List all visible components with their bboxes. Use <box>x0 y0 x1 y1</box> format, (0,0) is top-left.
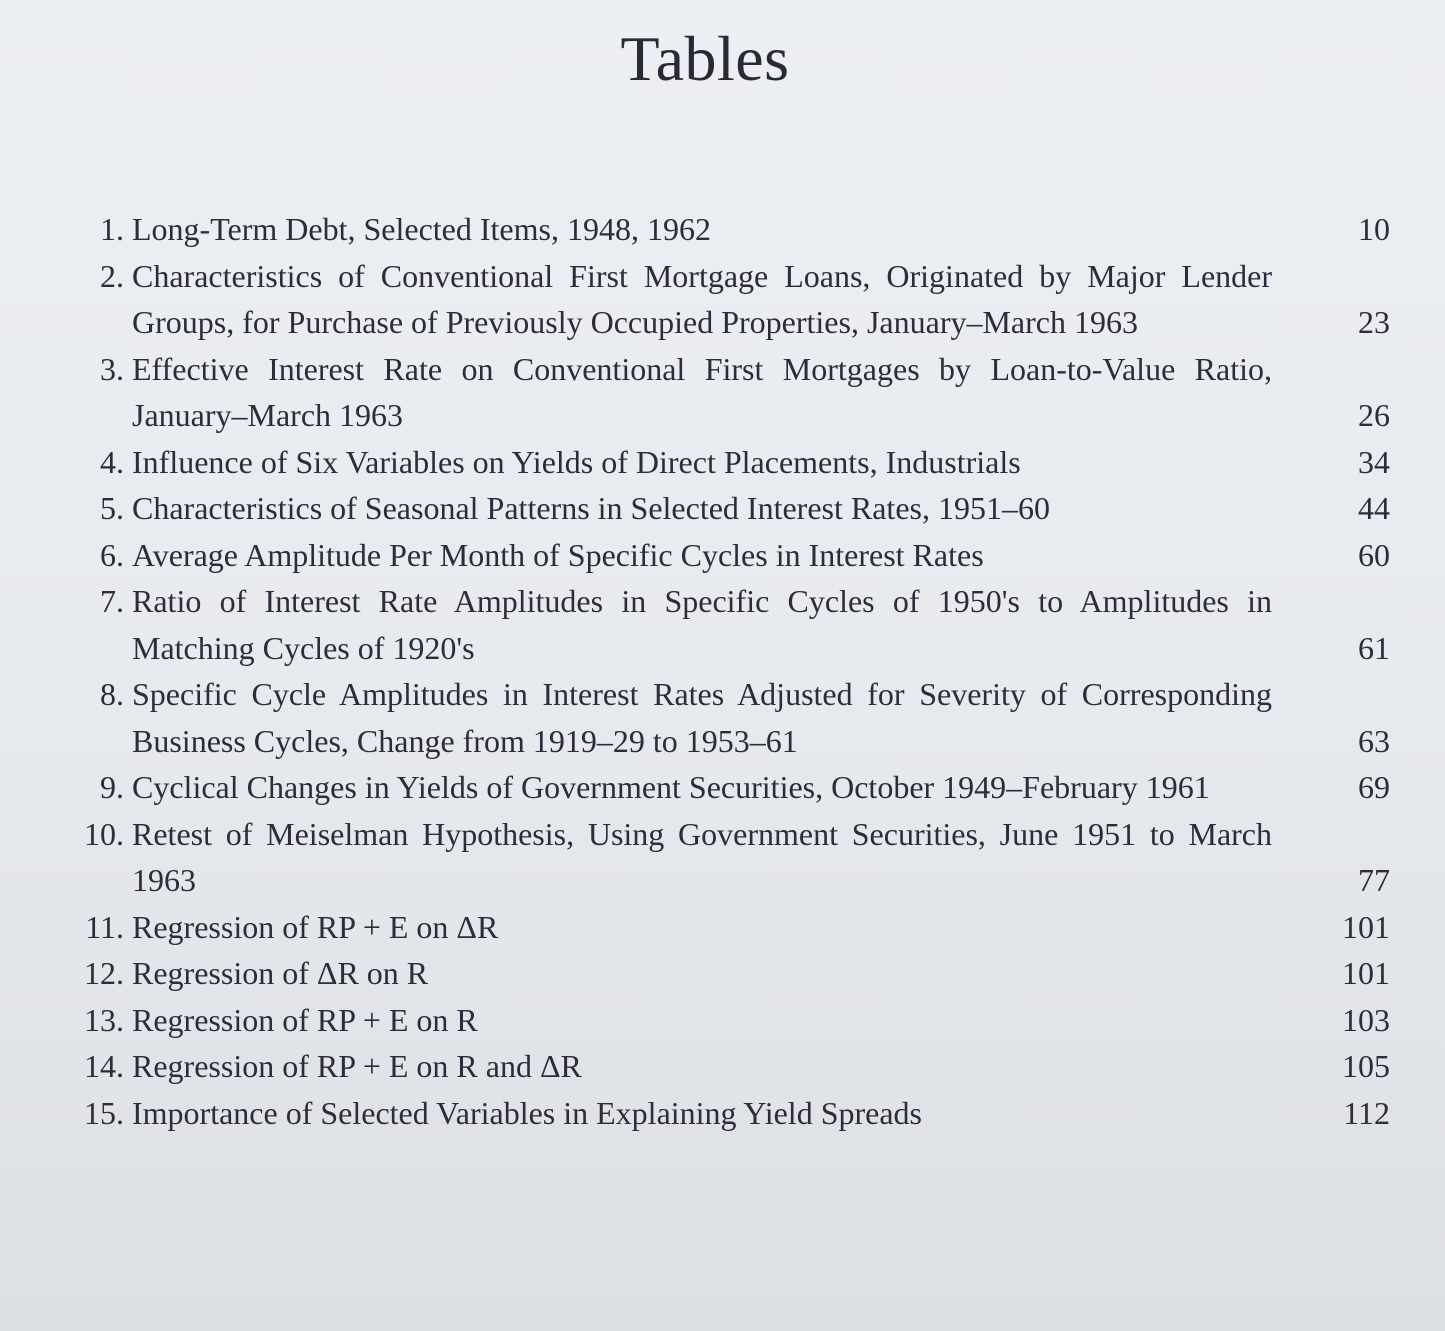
list-item <box>60 346 1390 439</box>
entry-title: Specific Cycle Amplitudes in Interest Rates Adjusted for Severity of Corresponding Business Cycles, Change from 1919–29 to 1953–61 <box>132 676 1272 759</box>
entry-number: 3. <box>100 350 124 387</box>
entry-number: 14. <box>84 1048 124 1084</box>
page-title: Tables <box>620 23 790 94</box>
list-item <box>60 578 1390 671</box>
entry-page: 101 <box>1342 908 1390 945</box>
entry-page: 10 <box>1358 211 1390 247</box>
list-item <box>60 1043 1390 1090</box>
entry-title: Average Amplitude Per Month of Specific Cycles in Interest Rates <box>132 536 984 573</box>
entry-number: 7. <box>100 583 124 619</box>
entry-title: Retest of Meiselman Hypothesis, Using Government Securities, June 1951 to March 1963 <box>132 815 1272 898</box>
entry-title: Regression of ΔR on R <box>132 955 429 991</box>
entry-page: 103 <box>1342 1001 1390 1038</box>
entry-number: 9. <box>100 769 124 805</box>
list-item <box>60 764 1390 811</box>
list-item <box>60 206 1390 253</box>
entry-page: 60 <box>1358 536 1390 573</box>
entry-page: 77 <box>1358 862 1390 898</box>
entry-number: 13. <box>84 1001 124 1038</box>
entry-page: 105 <box>1342 1048 1390 1084</box>
entry-title: Regression of RP + E on ΔR <box>132 908 499 945</box>
entry-number: 5. <box>100 490 124 526</box>
list-item <box>60 811 1390 904</box>
entry-page: 112 <box>1343 1094 1390 1131</box>
entry-page: 63 <box>1358 722 1390 759</box>
entry-number: 1. <box>100 211 124 247</box>
entry-page: 101 <box>1342 955 1390 991</box>
list-item <box>60 1090 1390 1137</box>
entry-number: 6. <box>100 536 124 573</box>
entry-page: 23 <box>1358 304 1390 340</box>
list-item <box>60 950 1390 997</box>
entry-title: Regression of RP + E on R <box>132 1001 478 1038</box>
entry-number: 11. <box>85 908 124 945</box>
list-item <box>60 671 1390 764</box>
entry-title: Regression of RP + E on R and ΔR <box>132 1048 582 1084</box>
list-item <box>60 485 1390 532</box>
entry-number: 12. <box>84 955 124 991</box>
entry-page: 61 <box>1358 629 1390 666</box>
entry-title: Ratio of Interest Rate Amplitudes in Specific Cycles of 1950's to Amplitudes in Matching Cycles of 1920's <box>132 583 1272 666</box>
entry-number: 2. <box>100 257 124 294</box>
entry-number: 4. <box>100 443 124 480</box>
entry-title: Characteristics of Conventional First Mortgage Loans, Originated by Major Lender Groups, for Purchase of Previously Occupied Properties, January–March 1963 <box>132 257 1272 340</box>
entry-page: 69 <box>1358 769 1390 805</box>
entry-title: Importance of Selected Variables in Explaining Yield Spreads <box>132 1094 922 1131</box>
list-item <box>60 997 1390 1044</box>
entry-title: Cyclical Changes in Yields of Government Securities, October 1949–February 1961 <box>132 769 1210 805</box>
entry-page: 34 <box>1358 443 1390 480</box>
table-list <box>60 206 1390 1136</box>
entry-number: 8. <box>100 676 124 712</box>
entry-title: Characteristics of Seasonal Patterns in Selected Interest Rates, 1951–60 <box>132 490 1050 526</box>
list-item <box>60 904 1390 951</box>
entry-title: Influence of Six Variables on Yields of Direct Placements, Industrials <box>132 443 1021 480</box>
list-item <box>60 532 1390 579</box>
entry-number: 10. <box>84 815 124 852</box>
entry-page: 26 <box>1358 397 1390 433</box>
entry-page: 44 <box>1358 490 1390 526</box>
entry-number: 15. <box>84 1094 124 1131</box>
entry-title: Long-Term Debt, Selected Items, 1948, 1962 <box>132 211 711 247</box>
entry-title: Effective Interest Rate on Conventional First Mortgages by Loan-to-Value Ratio, January–March 1963 <box>132 350 1272 433</box>
list-item <box>60 253 1390 346</box>
list-item <box>60 439 1390 486</box>
